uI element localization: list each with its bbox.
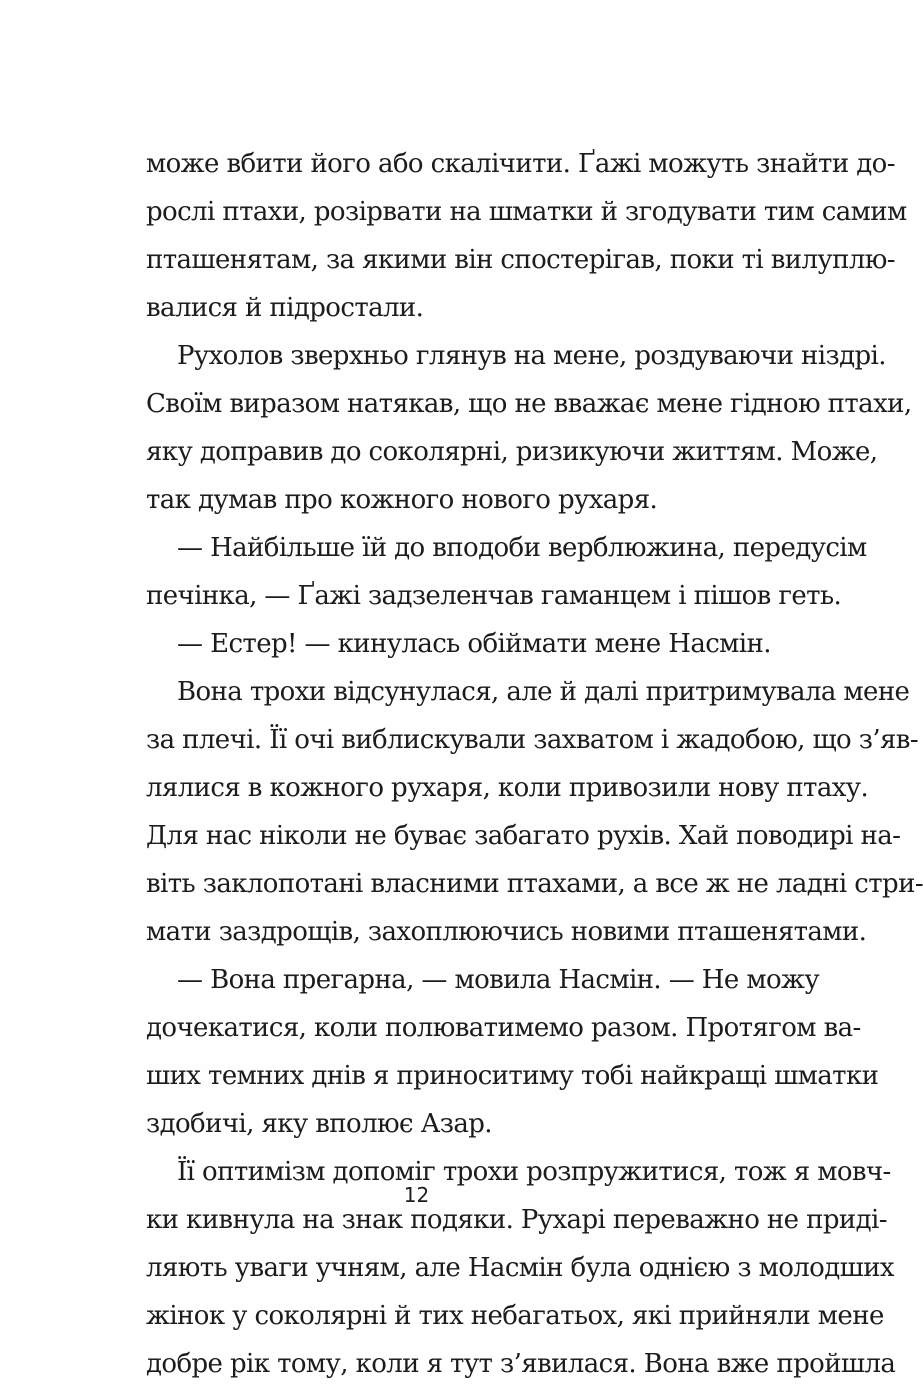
text-line: Її оптимізм допоміг трохи розпружитися, тож я мовч- <box>177 1157 891 1187</box>
text-line: дочекатися, коли полюватимемо разом. Протягом ва- <box>146 1013 861 1043</box>
text-line: ляють уваги учням, але Насмін була однією з молодших <box>146 1253 894 1283</box>
page-number: 12 <box>403 1183 430 1207</box>
text-line: жінок у соколярні й тих небагатьох, які прийняли мене <box>146 1301 884 1331</box>
text-line: рослі птахи, розірвати на шматки й згодувати тим самим <box>146 197 907 227</box>
text-line: Для нас ніколи не буває забагато рухів. Хай поводирі на- <box>146 821 901 851</box>
text-line: за плечі. Її очі виблискували захватом і жадобою, що з’яв- <box>146 725 919 755</box>
text-line: Вона трохи відсунулася, але й далі притримувала мене <box>177 677 910 707</box>
text-line: яку доправив до соколярні, ризикуючи життям. Може, <box>146 437 878 467</box>
text-line: — Естер! — кинулась обіймати мене Насмін. <box>177 629 771 659</box>
text-line: так думав про кожного нового рухаря. <box>146 485 658 515</box>
text-line: лялися в кожного рухаря, коли привозили нову птаху. <box>146 773 869 803</box>
text-line: Своїм виразом натякав, що не вважає мене гідною птахи, <box>146 389 912 419</box>
text-line: ки кивнула на знак подяки. Рухарі переважно не приді- <box>146 1205 887 1235</box>
text-line: мати заздрощів, захоплюючись новими пташенятами. <box>146 917 867 947</box>
text-line: валися й підростали. <box>146 293 424 323</box>
text-line: — Вона прегарна, — мовила Насмін. — Не можу <box>177 965 820 995</box>
text-line: пташенятам, за якими він спостерігав, поки ті вилуплю- <box>146 245 895 275</box>
text-line: — Найбільше їй до вподоби верблюжина, передусім <box>177 533 867 563</box>
text-line: здобичі, яку вполює Азар. <box>146 1109 492 1139</box>
text-line: віть заклопотані власними птахами, а все ж не ладні стри- <box>146 869 923 899</box>
text-line: добре рік тому, коли я тут з’явилася. Вона вже пройшла <box>146 1349 896 1379</box>
text-line: Рухолов зверхньо глянув на мене, роздуваючи ніздрі. <box>177 341 886 371</box>
text-line: ших темних днів я приноситиму тобі найкращі шматки <box>146 1061 879 1091</box>
text-line: може вбити його або скалічити. Ґажі можуть знайти до- <box>146 149 895 179</box>
text-line: печінка, — Ґажі задзеленчав гаманцем і пішов геть. <box>146 581 842 611</box>
